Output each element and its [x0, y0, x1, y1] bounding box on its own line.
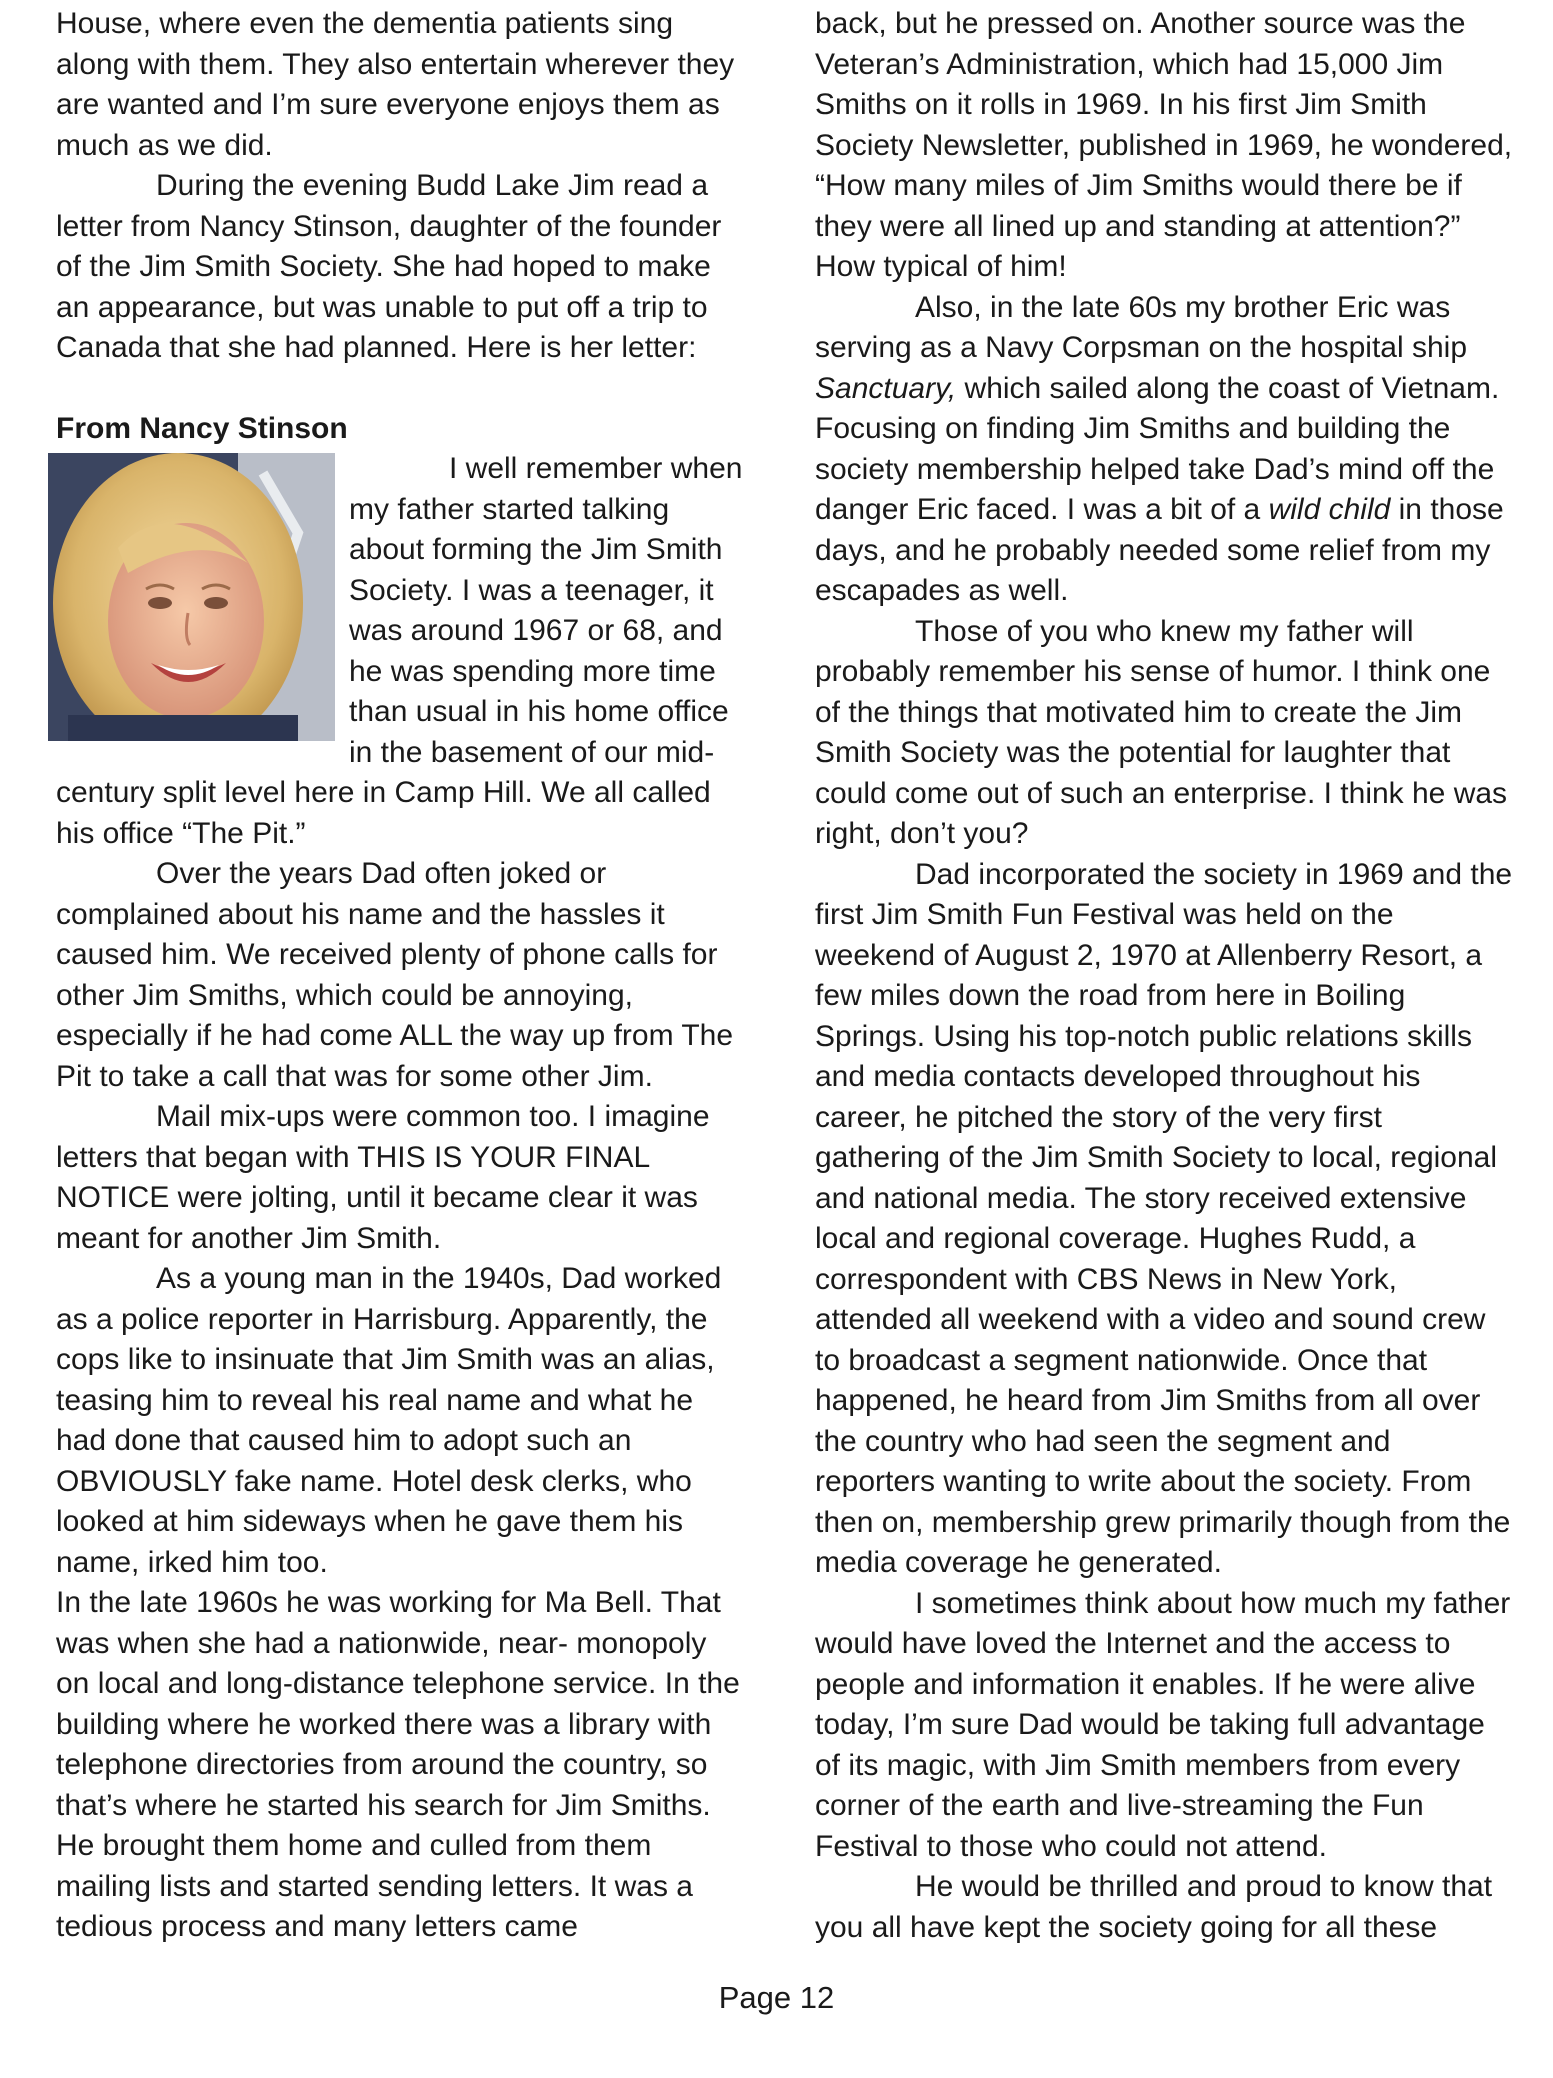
paragraph	[815, 288, 1515, 612]
paragraph: During the evening Budd Lake Jim read a letter from Nancy Stinson, daughter of the founder of the Jim Smith Society. She had hoped to make an appearance, but was unable to put off a trip to Canada that she had planned. Here is her letter:	[56, 169, 722, 364]
paragraph: Dad incorporated the society in 1969 and the first Jim Smith Fun Festival was held on the weekend of August 2, 1970 at Allenberry Resort, a few miles down the road from here in Boiling Springs. Using his top-notch public relations skills and media contacts developed throughout his career, he pitched the story of the very first gathering of the Jim Smith Society to local, regional and national media. The story received extensive local and regional coverage. Hughes Rudd, a correspondent with CBS News in New York, attended all weekend with a video and sound crew to broadcast a segment nationwide. Once that happened, he heard from Jim Smiths from all over the country who had seen the segment and reporters wanting to write about the society. From then on, membership grew primarily though from the media coverage he generated.	[815, 857, 1513, 1579]
paragraph: In the late 1960s he was working for Ma Bell. That was when she had a nationwide, near- monopoly on local and long-distance telephone service. In the building where he worked there was a library with telephone directories from around the country, so that’s where he started his search for Jim Smiths. He brought them home and culled from them mailing lists and started sending letters. It was a tedious process and many letters came	[56, 1586, 740, 1943]
page-number: Page 12	[718, 1980, 835, 2015]
paragraph: Over the years Dad often joked or complained about his name and the hassles it caused him. We received plenty of phone calls for other Jim Smiths, which could be annoying, especially if he had come ALL the way up from The Pit to take a call that was for some other Jim.	[56, 857, 734, 1093]
paragraph-text: I well remember when my father started talking about forming the Jim Smith Society. I was a teenager, it was around 1967 or 68, and he was spending more time than usual in his home office in the basement of our mid-century split level here in Camp Hill. We all called his office “The Pit.”	[56, 452, 743, 850]
section-heading: From Nancy Stinson	[56, 411, 348, 445]
paragraph: I sometimes think about how much my father would have loved the Internet and the access to people and information it enables. If he were alive today, I’m sure Dad would be taking full advantage of its magic, with Jim Smith members from every corner of the earth and live-streaming the Fun Festival to those who could not attend.	[815, 1586, 1511, 1863]
paragraph: As a young man in the 1940s, Dad worked as a police reporter in Harrisburg. Apparently, the cops like to insinuate that Jim Smith was an alias, teasing him to reveal his real name and what he had done that caused him to adopt such an OBVIOUSLY fake name. Hotel desk clerks, who looked at him sideways when he gave them his name, irked him too.	[56, 1262, 722, 1579]
emphasis-text: wild child	[1268, 493, 1391, 526]
paragraph-text: which sailed along the coast of Vietnam. Focusing on finding Jim Smiths and building the society membership helped take Dad’s mind off the danger Eric faced. I was a bit of a	[815, 371, 1500, 526]
right-column	[815, 4, 1515, 1948]
portrait-image	[48, 453, 335, 741]
left-column	[56, 4, 746, 1948]
paragraph-text: Also, in the late 60s my brother Eric was serving as a Navy Corpsman on the hospital ship	[815, 290, 1468, 364]
paragraph: He would be thrilled and proud to know that you all have kept the society going for all these	[815, 1870, 1493, 1944]
paragraph: back, but he pressed on. Another source was the Veteran’s Administration, which had 15,000 Jim Smiths on it rolls in 1969. In his first Jim Smith Society Newsletter, published in 1969, he wondered, “How many miles of Jim Smiths would there be if they were all lined up and standing at attention?” How typical of him!	[815, 7, 1513, 283]
portrait-photo	[48, 453, 335, 741]
paragraph-text: in those days, and he probably needed some relief from my escapades as well.	[815, 493, 1504, 607]
ship-name: Sanctuary,	[815, 371, 957, 405]
paragraph: Mail mix-ups were common too. I imagine letters that began with THIS IS YOUR FINAL NOTICE were jolting, until it became clear it was meant for another Jim Smith.	[56, 1100, 710, 1255]
paragraph: House, where even the dementia patients sing along with them. They also entertain wherever they are wanted and I’m sure everyone enjoys them as much as we did.	[56, 7, 735, 162]
paragraph: Those of you who knew my father will probably remember his sense of humor. I think one of the things that motivated him to create the Jim Smith Society was the potential for laughter that could come out of such an enterprise. I think he was right, don’t you?	[815, 614, 1508, 850]
